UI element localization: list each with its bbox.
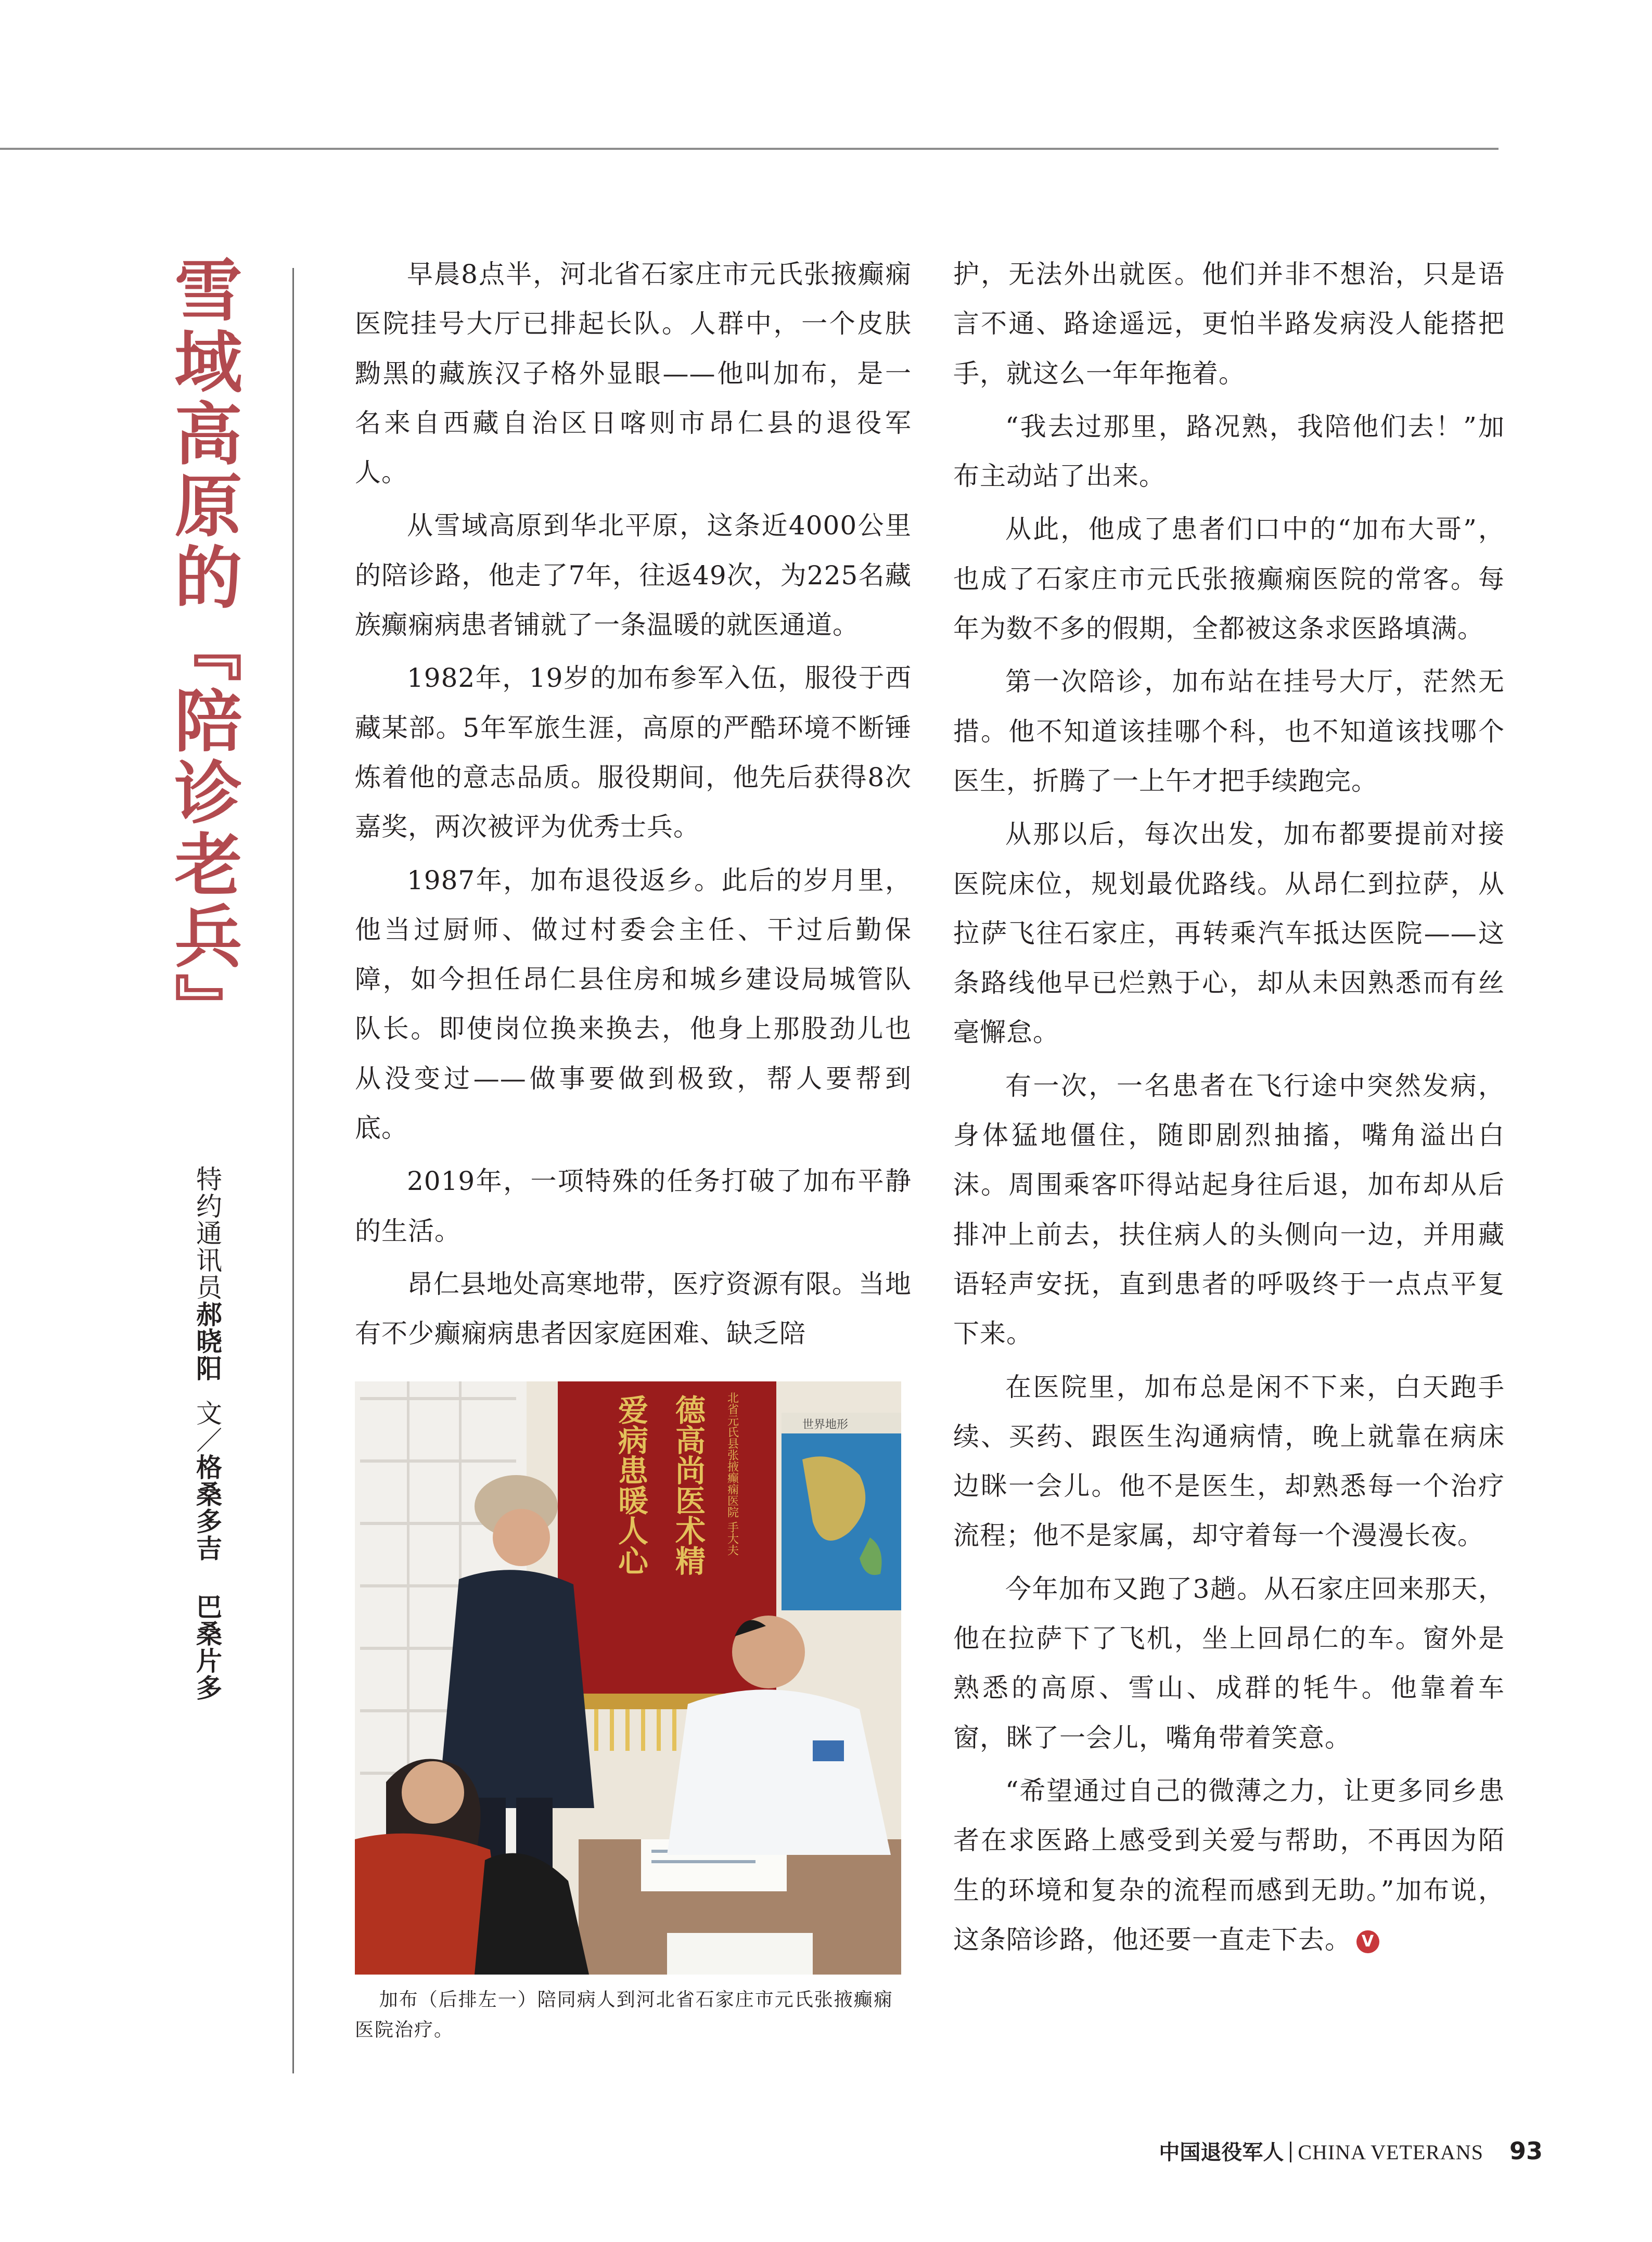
paragraph: [953, 250, 1505, 399]
correspondent-name: 郝晓阳: [192, 1301, 222, 1382]
paragraph-text: 护，无法外出就医。他们并非不想治，只是语言不通、路途遥远，更怕半路发病没人能搭把手，就这么一年年拖着。: [953, 259, 1505, 389]
banner-text-right: 德高尚医术精: [670, 1394, 706, 1575]
paragraph: [953, 1565, 1505, 1763]
paragraph-text: 早晨8点半，河北省石家庄市元氏张掖癫痫医院挂号大厅已排起长队。人群中，一个皮肤黝黑的藏族汉子格外显眼——他叫加布，是一名来自西藏自治区日喀则市昂仁县的退役军人。: [355, 259, 912, 488]
header-rule: [0, 148, 1499, 150]
article-column-right: [953, 250, 1505, 1968]
page-number: 93: [1509, 2137, 1543, 2165]
title-divider: [292, 268, 294, 2073]
paragraph: [355, 1157, 912, 1256]
byline: [186, 1165, 223, 1701]
banner-text-side: 北省元氏县张掖癫痫医院 手大夫: [725, 1392, 739, 1556]
banner-text-left: 爱病患暖人心: [613, 1394, 648, 1575]
article-title: 雪域高原的『陪诊老兵』: [163, 255, 243, 1045]
paragraph-text: 有一次，一名患者在飞行途中突然发病，身体猛地僵住，随即剧烈抽搐，嘴角溢出白沫。周围乘客吓得站起身往后退，加布却从后排冲上前去，扶住病人的头侧向一边，并用藏语轻声安抚，直到患者的呼吸终于一点点平复下来。: [953, 1070, 1505, 1349]
paragraph-text: 昂仁县地处高寒地带，医疗资源有限。当地有不少癫痫病患者因家庭困难、缺乏陪: [355, 1269, 912, 1349]
paragraph-text: 在医院里，加布总是闲不下来，白天跑手续、买药、跟医生沟通病情，晚上就靠在病床边眯一会儿。他不是医生，却熟悉每一个治疗流程；他不是家属，却守着每一个漫漫长夜。: [953, 1372, 1505, 1551]
article-photo: [355, 1381, 901, 1975]
writer-label: 文／: [192, 1400, 222, 1454]
paragraph: [355, 856, 912, 1154]
paragraph-text: “我去过那里，路况熟，我陪他们去！”加布主动站了出来。: [953, 411, 1505, 492]
paragraph-text: 1982年，19岁的加布参军入伍，服役于西藏某部。5年军旅生涯，高原的严酷环境不断锤炼着他的意志品质。服役期间，他先后获得8次嘉奖，两次被评为优秀士兵。: [355, 663, 912, 842]
paragraph: [355, 1260, 912, 1359]
paragraph-text: 第一次陪诊，加布站在挂号大厅，茫然无措。他不知道该挂哪个科，也不知道该找哪个医生，折腾了一上午才把手续跑完。: [953, 667, 1505, 796]
magazine-name-en: CHINA VETERANS: [1298, 2141, 1483, 2164]
correspondent-label: 特约通讯员: [192, 1165, 222, 1301]
paragraph: [953, 657, 1505, 806]
paragraph-text: 1987年，加布退役返乡。此后的岁月里，他当过厨师、做过村委会主任、干过后勤保障，如今担任昂仁县住房和城乡建设局城管队队长。即使岗位换来换去，他身上那股劲儿也从没变过——做事要做到极致，帮人要帮到底。: [355, 865, 912, 1144]
article-column-left: [355, 250, 912, 1363]
paragraph-text: 从此，他成了患者们口中的“加布大哥”，也成了石家庄市元氏张掖癫痫医院的常客。每年为数不多的假期，全都被这条求医路填满。: [953, 514, 1505, 644]
paragraph: [953, 505, 1505, 654]
photo-caption: 加布（后排左一）陪同病人到河北省石家庄市元氏张掖癫痫医院治疗。: [355, 1989, 893, 2041]
paragraph: [953, 1061, 1505, 1359]
writer-names: 格桑多吉 巴桑片多: [192, 1454, 222, 1701]
paragraph: [953, 1766, 1505, 1965]
magazine-name-cn: 中国退役军人: [1159, 2141, 1284, 2164]
paragraph-text: 从那以后，每次出发，加布都要提前对接医院床位，规划最优路线。从昂仁到拉萨，从拉萨飞往石家庄，再转乘汽车抵达医院——这条路线他早已烂熟于心，却从未因熟悉而有丝毫懈怠。: [953, 819, 1505, 1048]
paragraph: [355, 654, 912, 852]
paragraph-text: 从雪域高原到华北平原，这条近4000公里的陪诊路，他走了7年，往返49次，为225名藏族癫痫病患者铺就了一条温暖的就医通道。: [355, 510, 912, 640]
paragraph-text: “希望通过自己的微薄之力，让更多同乡患者在求医路上感受到关爱与帮助，不再因为陌生的环境和复杂的流程而感到无助。”加布说，这条陪诊路，他还要一直走下去。: [953, 1775, 1505, 1955]
paragraph-text: 今年加布又跑了3趟。从石家庄回来那天，他在拉萨下了飞机，坐上回昂仁的车。窗外是熟悉的高原、雪山、成群的牦牛。他靠着车窗，眯了一会儿，嘴角带着笑意。: [953, 1573, 1505, 1753]
map-label: 世界地形: [802, 1418, 849, 1431]
paragraph-text: 2019年，一项特殊的任务打破了加布平静的生活。: [355, 1166, 912, 1246]
paragraph: [953, 402, 1505, 502]
page-footer: [1159, 2136, 1543, 2166]
footer-separator: [1290, 2142, 1291, 2162]
paragraph: [953, 810, 1505, 1057]
paragraph: [953, 1363, 1505, 1561]
paragraph: [355, 250, 912, 497]
end-mark-icon: V: [1356, 1930, 1379, 1953]
paragraph: [355, 501, 912, 650]
